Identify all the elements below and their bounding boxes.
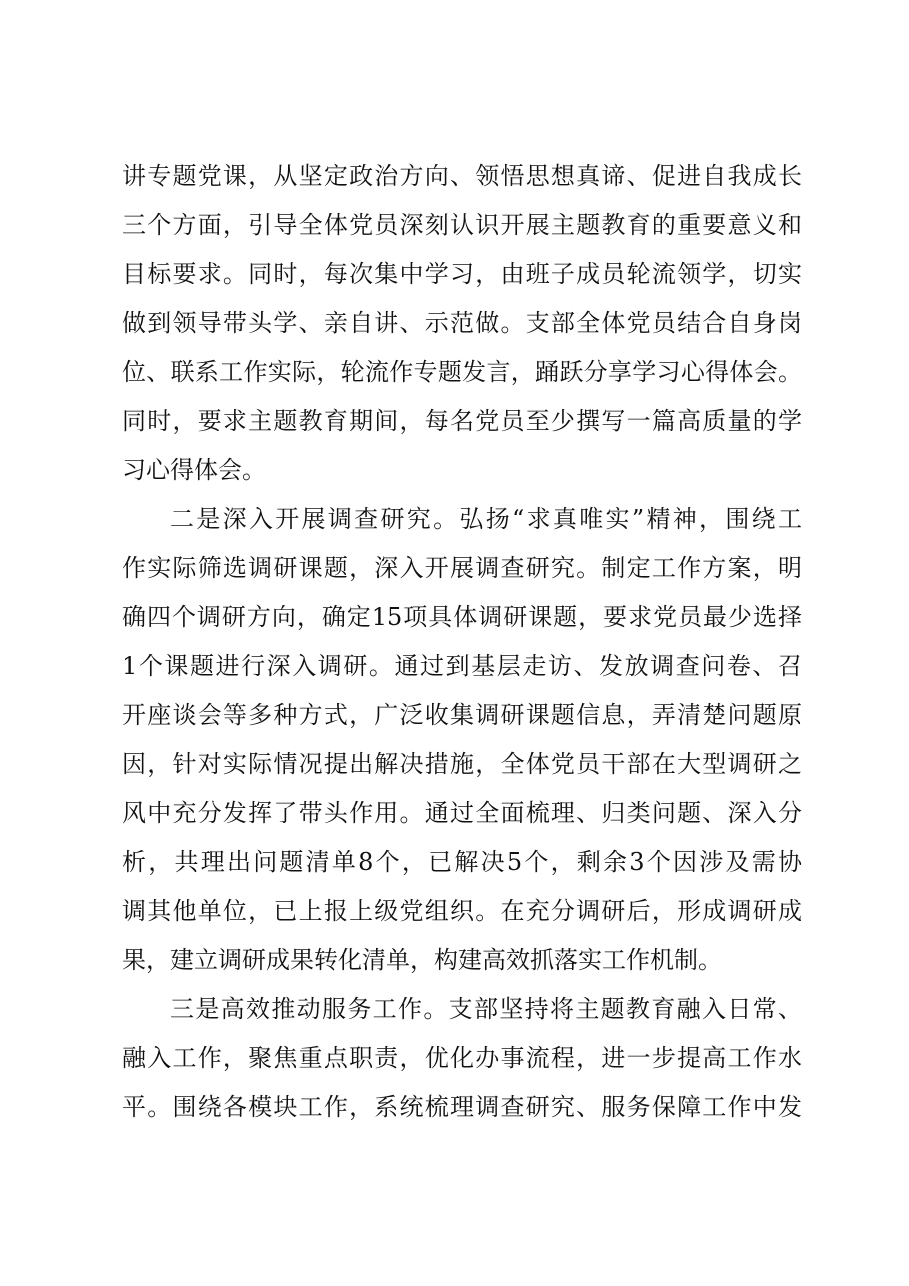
text-line: 果，建立调研成果转化清单，构建高效抓落实工作机制。 [122, 946, 722, 974]
text-line: 1个课题进行深入调研。通过到基层走访、发放调查问卷、召 [122, 652, 802, 680]
text-line: 融入工作，聚焦重点职责，优化办事流程，进一步提高工作水 [122, 1044, 802, 1072]
text-line: 开座谈会等多种方式，广泛收集调研课题信息，弄清楚问题原 [122, 701, 802, 729]
text-line: 讲专题党课，从坚定政治方向、领悟思想真谛、促进自我成长 [122, 162, 802, 190]
text-line: 位、联系工作实际，轮流作专题发言，踊跃分享学习心得体会。 [122, 358, 802, 386]
text-line: 调其他单位，已上报上级党组织。在充分调研后，形成调研成 [122, 897, 802, 925]
text-line: 同时，要求主题教育期间，每名党员至少撰写一篇高质量的学 [122, 407, 802, 435]
paragraph-start-line: 三是高效推动服务工作。支部坚持将主题教育融入日常、 [170, 995, 802, 1023]
text-line: 确四个调研方向，确定15项具体调研课题，要求党员最少选择 [122, 603, 802, 631]
text-line: 析，共理出问题清单8个，已解决5个，剩余3个因涉及需协 [122, 848, 802, 876]
text-line: 平。围绕各模块工作，系统梳理调查研究、服务保障工作中发 [122, 1093, 802, 1121]
text-line: 风中充分发挥了带头作用。通过全面梳理、归类问题、深入分 [122, 799, 802, 827]
text-line: 做到领导带头学、亲自讲、示范做。支部全体党员结合自身岗 [122, 309, 802, 337]
text-line: 作实际筛选调研课题，深入开展调查研究。制定工作方案，明 [122, 554, 802, 582]
text-line: 目标要求。同时，每次集中学习，由班子成员轮流领学，切实 [122, 260, 802, 288]
text-line: 习心得体会。 [122, 456, 266, 484]
text-line: 三个方面，引导全体党员深刻认识开展主题教育的重要意义和 [122, 211, 802, 239]
text-line: 因，针对实际情况提出解决措施，全体党员干部在大型调研之 [122, 750, 802, 778]
paragraph-start-line: 二是深入开展调查研究。弘扬“求真唯实”精神，围绕工 [170, 505, 802, 533]
